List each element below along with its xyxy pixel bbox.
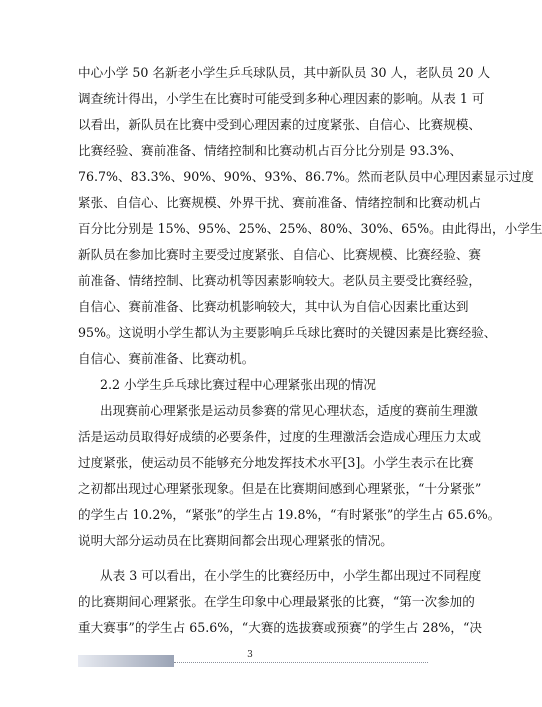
text-line: 调查统计得出，小学生在比赛时可能受到多种心理因素的影响。从表 1 可 (78, 91, 485, 106)
text-line: 76.7%、83.3%、90%、90%、93%、86.7%。然而老队员中心理因素显示过度 (78, 169, 534, 184)
section-heading: 2.2 小学生乒乓球比赛过程中心理紧张出现的情况 (100, 377, 376, 392)
text-line: 从表 3 可以看出，在小学生的比赛经历中，小学生都出现过不同程度 (100, 568, 482, 583)
page-number: 3 (247, 650, 253, 660)
footer-divider (174, 662, 428, 663)
text-line: 活是运动员取得好成绩的必要条件，过度的生理激活会造成心理压力太或 (78, 429, 481, 444)
text-line: 95%。这说明小学生都认为主要影响乒乓球比赛时的关键因素是比赛经验、 (78, 325, 497, 340)
text-line: 说明大部分运动员在比赛期间都会出现心理紧张的情况。 (78, 533, 393, 548)
text-line: 自信心、赛前准备、比赛动机影响较大，其中认为自信心因素比重达到 (78, 299, 469, 314)
text-line: 的学生占 10.2%，“紧张”的学生占 19.8%，“有时紧张”的学生占 65.6%。 (78, 507, 501, 522)
text-line: 紧张、自信心、比赛规模、外界干扰、赛前准备、情绪控制和比赛动机占 (78, 195, 481, 210)
text-line: 以看出，新队员在比赛中受到心理因素的过度紧张、自信心、比赛规模、 (78, 117, 481, 132)
text-line: 过度紧张，使运动员不能够充分地发挥技术水平[3]。小学生表示在比赛 (78, 455, 474, 470)
text-line: 新队员在参加比赛时主要受过度紧张、自信心、比赛规模、比赛经验、赛 (78, 247, 481, 262)
text-line: 比赛经验、赛前准备、情绪控制和比赛动机占百分比分别是 93.3%、 (78, 143, 463, 158)
text-line: 的比赛期间心理紧张。在学生印象中心理最紧张的比赛，“第一次参加的 (78, 594, 475, 609)
text-line: 前准备、情绪控制、比赛动机等因素影响较大。老队员主要受比赛经验， (78, 273, 481, 288)
text-line: 中心小学 50 名新老小学生乒乓球队员，其中新队员 30 人，老队员 20 人 (78, 65, 491, 80)
text-line: 重大赛事”的学生占 65.6%，“大赛的选拔赛或预赛”的学生占 28%，“决 (78, 620, 483, 635)
text-line: 之初都出现过心理紧张现象。但是在比赛期间感到心理紧张，“十分紧张” (78, 481, 482, 496)
text-line: 自信心、赛前准备、比赛动机。 (78, 351, 255, 366)
text-line: 百分比分别是 15%、95%、25%、25%、80%、30%、65%。由此得出，小学生 (78, 221, 542, 236)
footer-decoration (78, 655, 174, 667)
text-line: 出现赛前心理紧张是运动员参赛的常见心理状态，适度的赛前生理激 (100, 403, 478, 418)
